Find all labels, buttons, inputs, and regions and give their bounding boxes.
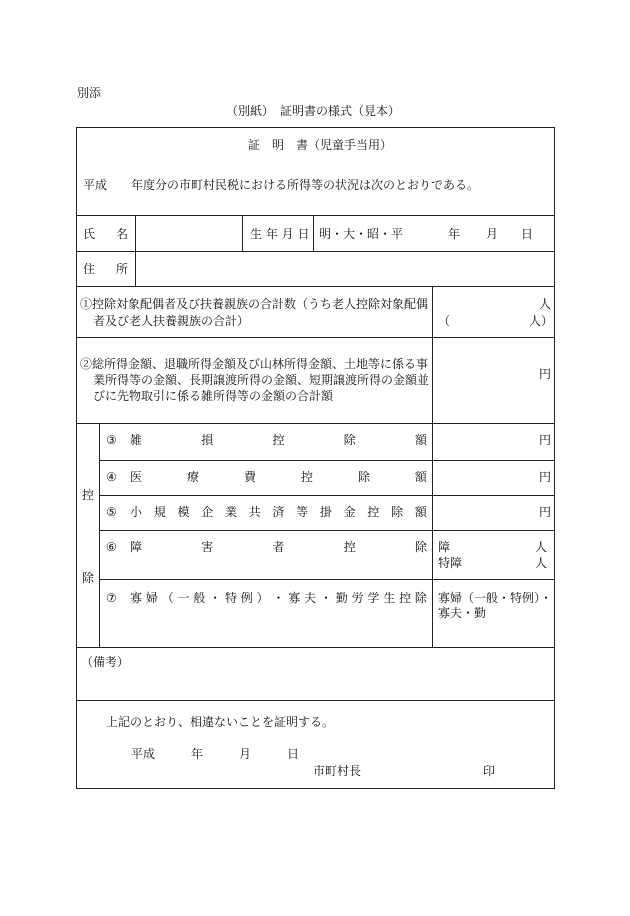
special-disability-value-unit: 人 [535,556,548,570]
birth-era-options[interactable]: 明・大・昭・平 [319,227,404,241]
total-income-label-3: びに先物取引に係る雑所得等の金額の合計額 [93,389,334,403]
small-business-mutual-aid-deduction-label: 小 規 模 企 業 共 済 等 掛 金 控 除 額 [130,505,427,519]
certificate-title: 証 明 書（児童手当用） [248,138,393,152]
remarks-label: （備考） [81,655,130,669]
total-income-unit: 円 [539,367,552,381]
birth-year-unit: 年 [448,227,461,241]
deduction-side-label-top: 控 [82,488,95,502]
address-label: 住 所 [83,262,128,276]
deduction-unit: 円 [539,433,552,447]
deduction-number: ⑤ [106,505,117,519]
seal-mark: 印 [483,764,496,778]
special-disability-value-label: 特障 [438,556,463,570]
remarks-field[interactable] [77,672,554,699]
disability-deduction-label: 障 害 者 控 除 [130,540,427,554]
dependents-count-label: ①控除対象配偶者及び扶養親族の合計数（うち老人控除対象配偶 [80,297,429,311]
elderly-unit: 人） [529,314,554,328]
sheet-title: （別紙） 証明書の様式（見本） [226,104,401,118]
address-field[interactable] [136,252,554,286]
casualty-loss-deduction-label: 雑 損 控 除 額 [130,433,427,447]
issue-date-line: 平成 年 月 日 [131,747,300,761]
dependents-count-label-2: 者及び老人扶養親族の合計） [93,314,250,328]
widow-worker-student-deduction-label: 寡 婦 （ 一 般 ・ 特 例 ） ・ 寡 夫 ・ 勤 労 学 生 控 除 [130,591,427,605]
deduction-unit: 円 [539,505,552,519]
attestation-text: 上記のとおり、相違ないことを証明する。 [106,715,335,729]
deduction-number: ③ [106,433,117,447]
deduction-unit: 円 [539,470,552,484]
total-income-label-2: 業所得等の金額、長期譲渡所得の金額、短期譲渡所得の金額並 [93,373,430,387]
birth-month-unit: 月 [486,227,499,241]
name-field[interactable] [136,216,242,251]
dependents-unit: 人 [539,297,552,311]
total-income-label: ②総所得金額、退職所得金額及び山林所得金額、土地等に係る事 [80,357,429,371]
deduction-side-label-bottom: 除 [82,571,95,585]
medical-deduction-label: 医 療 費 控 除 額 [130,470,427,484]
widow-value-label: 寡婦（一般・特例）・ [438,591,553,605]
intro-text: 平成 年度分の市町村民税における所得等の状況は次のとおりである。 [83,178,480,192]
birth-date-label: 生 年 月 日 [250,227,310,241]
deduction-number: ④ [106,470,117,484]
disability-value-label: 障 [438,540,451,554]
widow-value-label-2: 寡夫・勤 [438,606,487,620]
name-label: 氏 名 [83,227,128,241]
birth-day-unit: 日 [521,227,534,241]
attachment-label: 別添 [77,86,102,100]
deduction-number: ⑥ [106,540,117,554]
elderly-paren-open: （ [438,314,451,328]
mayor-label: 市町村長 [313,764,362,778]
disability-value-unit: 人 [535,540,548,554]
deduction-number: ⑦ [106,591,117,605]
